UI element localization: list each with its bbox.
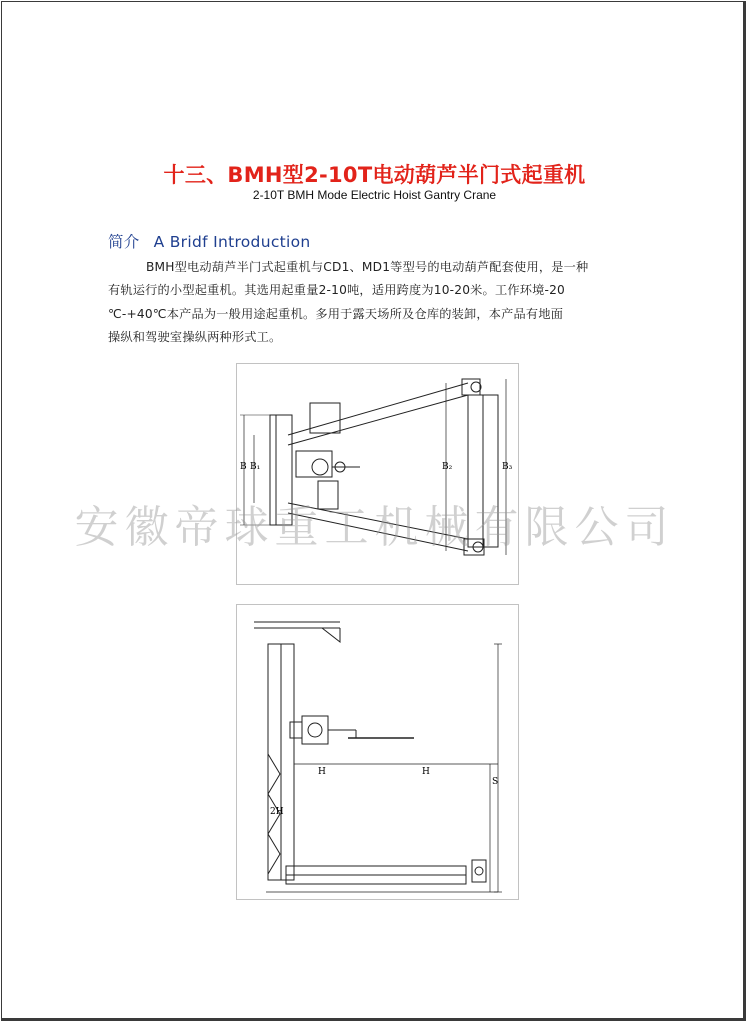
plan-label-b2: B₂ [442, 462, 453, 472]
plan-label-b3: B₃ [502, 462, 513, 472]
intro-heading-en: A Bridf Introduction [153, 233, 311, 251]
intro-heading [108, 230, 311, 252]
page-title: 十三、BMH型2-10T电动葫芦半门式起重机 [163, 163, 586, 187]
elev-label-2h: 2H [270, 807, 284, 817]
intro-line-4: 操纵和驾驶室操纵两种形式工。 [108, 330, 282, 344]
page-subtitle: 2-10T BMH Mode Electric Hoist Gantry Crane [252, 188, 497, 202]
elev-label-h2: H [422, 767, 430, 777]
intro-line-2: 有轨运行的小型起重机。其选用起重量2-10吨，适用跨度为10-20米。工作环境-20 [108, 283, 566, 297]
plan-label-b: B [240, 462, 247, 472]
intro-line-1: BMH型电动葫芦半门式起重机与CD1、MD1等型号的电动葫芦配套使用，是一种 [146, 260, 589, 274]
intro-heading-cn: 简介 [108, 233, 140, 251]
elev-label-s: S [492, 777, 499, 787]
intro-line-3: ℃-+40℃本产品为一般用途起重机。多用于露天场所及仓库的装卸，本产品有地面 [108, 307, 564, 321]
plan-label-b1: B₁ [250, 462, 261, 472]
elev-label-h1: H [318, 767, 326, 777]
crane-elevation-drawing [236, 604, 519, 900]
company-watermark: 安徽帝球重工机械有限公司 [74, 502, 675, 553]
